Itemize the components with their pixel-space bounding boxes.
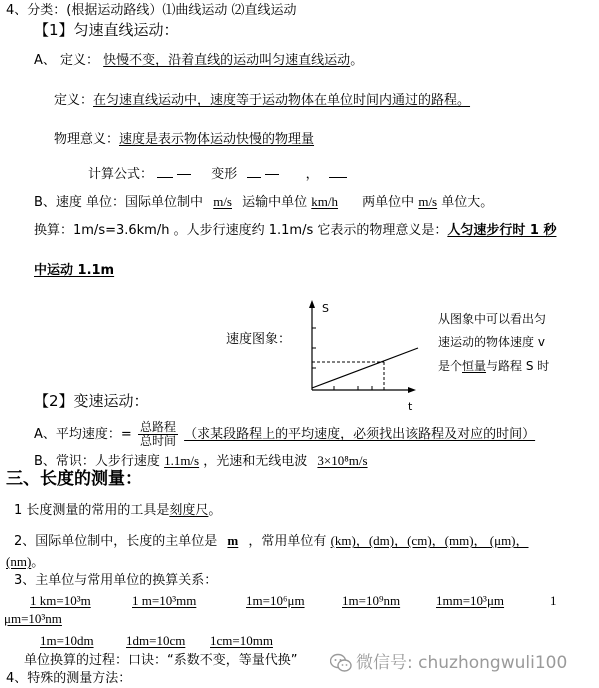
- a-definition-text: 快慢不变，沿着直线的运动叫匀速直线运动: [103, 53, 351, 68]
- watermark-text: 微信号: chuzhongwuli100: [356, 653, 568, 673]
- heading-variable-motion: 【2】变速运动：: [34, 392, 149, 410]
- conversion-answer-2: 中运动 1.1m: [34, 263, 115, 278]
- tool-text: 1 长度测量的常用的工具是: [14, 503, 170, 518]
- avg-numerator: 总路程: [139, 420, 176, 434]
- line-tool: [14, 502, 221, 520]
- avg-denominator: 总时间: [139, 434, 176, 448]
- line-formula: [88, 166, 347, 184]
- avg-speed-fraction: [138, 421, 178, 448]
- line-conversion-rhyme: 单位换算的过程：口诀：“系数不变，等量代换”: [24, 653, 298, 668]
- graph-note-constant: 恒量: [462, 359, 487, 373]
- avg-speed-note: （求某段路程上的平均速度，必须找出该路程及对应的时间）: [184, 427, 536, 442]
- main-unit-m: m: [227, 533, 239, 548]
- walking-speed-value: 1.1m/s: [164, 453, 200, 468]
- formula-blank-2: [247, 177, 261, 178]
- line-conversion: [34, 222, 556, 240]
- common-unit-nm: (nm): [6, 554, 32, 569]
- conv-m-nm: 1m=10⁹nm: [342, 593, 401, 608]
- line-special-methods: 4、特殊的测量方法：: [6, 671, 132, 686]
- line-definition: [54, 92, 470, 110]
- formula-blank-3: [329, 177, 347, 178]
- conv-um-nm: μm=10³nm: [4, 611, 62, 626]
- conv-km-m: 1 km=10³m: [30, 593, 91, 608]
- line-classification: 4、分类：(根据运动路线）⑴曲线运动 ⑵直线运动: [6, 3, 297, 18]
- formula-fraction-2: [265, 174, 279, 175]
- line-average-speed: [34, 420, 535, 450]
- line-b-units: [34, 193, 493, 212]
- line-physical-meaning: [54, 131, 314, 149]
- meaning-text: 速度是表示物体运动快慢的物理量: [119, 132, 315, 147]
- graph-note-2: 速运动的物体速度 v: [438, 335, 545, 349]
- wechat-watermark: [330, 648, 595, 678]
- b-units-text-4: 单位大。: [441, 195, 494, 210]
- line-conversion-relation: 3、主单位与常用单位的换算关系：: [14, 573, 218, 588]
- conversion-text: 换算：1m/s=3.6km/h 。人步行速度约 1.1m/s 它表示的物理意义是：: [34, 223, 448, 238]
- a-end: 。: [350, 53, 364, 68]
- graph-note-3a: 是个: [438, 359, 463, 373]
- b-units-text-1: B、速度 单位：国际单位制中: [34, 195, 204, 210]
- conv-m-mm: 1 m=10³mm: [132, 593, 197, 608]
- definition-prefix: 定义：: [54, 93, 94, 108]
- line-a-definition: [34, 52, 363, 70]
- conv-m-um: 1m=10⁶μm: [246, 593, 305, 608]
- common-sense-mid: ，光速和无线电波: [203, 454, 308, 469]
- graph-note-3: [438, 357, 549, 375]
- b-units-text-2: 运输中单位: [242, 195, 308, 210]
- b-unit-ms-2: m/s: [418, 194, 438, 209]
- light-speed-value: 3×10⁸m/s: [317, 453, 368, 468]
- line-si-units: [14, 532, 529, 551]
- graph-t-label: t: [408, 400, 413, 413]
- wechat-icon: [330, 653, 352, 673]
- b-unit-kmh: km/h: [311, 194, 339, 209]
- graph-y-arrow: [309, 300, 315, 308]
- heading-uniform-motion: 【1】匀速直线运动：: [34, 21, 179, 39]
- graph-note-1: 从图象中可以看出匀: [438, 312, 547, 326]
- formula-comma: ，: [305, 167, 319, 182]
- si-units-end: 。: [31, 555, 45, 570]
- conv-cm-mm: 1cm=10mm: [210, 633, 273, 648]
- si-common-label: ，常用单位有: [248, 534, 327, 549]
- conversion-answer-1: 人匀速步行时 1 秒: [447, 223, 557, 238]
- definition-text: 在匀速直线运动中，速度等于运动物体在单位时间内通过的路程。: [93, 93, 471, 108]
- line-conversion-cont: [34, 262, 114, 280]
- formula-change-label: 变形: [211, 167, 238, 182]
- heading-length-measurement: 三、长度的测量：: [6, 469, 142, 489]
- a-prefix: A、 定义：: [34, 53, 100, 68]
- velocity-graph-label: 速度图象：: [226, 332, 292, 347]
- meaning-prefix: 物理意义：: [54, 132, 120, 147]
- b-units-text-3: 两单位中: [362, 195, 415, 210]
- conv-mm-um: 1mm=10³μm: [436, 593, 505, 608]
- line-si-units-cont: [6, 553, 44, 572]
- graph-s-label: S: [322, 302, 329, 315]
- graph-note-3c: 与路程 S 时: [486, 359, 550, 373]
- conv-m-dm: 1m=10dm: [40, 633, 94, 648]
- common-units-list: (km)，(dm)，(cm)，(mm)， (μm)，: [330, 533, 529, 548]
- avg-speed-prefix: A、平均速度：=: [34, 427, 132, 442]
- graph-line: [312, 348, 418, 388]
- velocity-time-graph: [300, 298, 430, 416]
- common-sense-prefix: B、常识：人步行速度: [34, 454, 160, 469]
- tool-ruler: 刻度尺: [169, 503, 209, 518]
- formula-fraction-1: [177, 174, 191, 175]
- formula-label: 计算公式：: [88, 167, 154, 182]
- conv-one: 1: [550, 593, 557, 608]
- tool-end: 。: [208, 503, 222, 518]
- si-units-text: 2、国际单位制中，长度的主单位是: [14, 534, 218, 549]
- formula-blank-1: [157, 177, 173, 178]
- line-conversion-row-2: [4, 610, 62, 628]
- b-unit-ms: m/s: [213, 194, 232, 209]
- conv-dm-cm: 1dm=10cm: [126, 633, 186, 648]
- graph-x-arrow: [408, 387, 416, 393]
